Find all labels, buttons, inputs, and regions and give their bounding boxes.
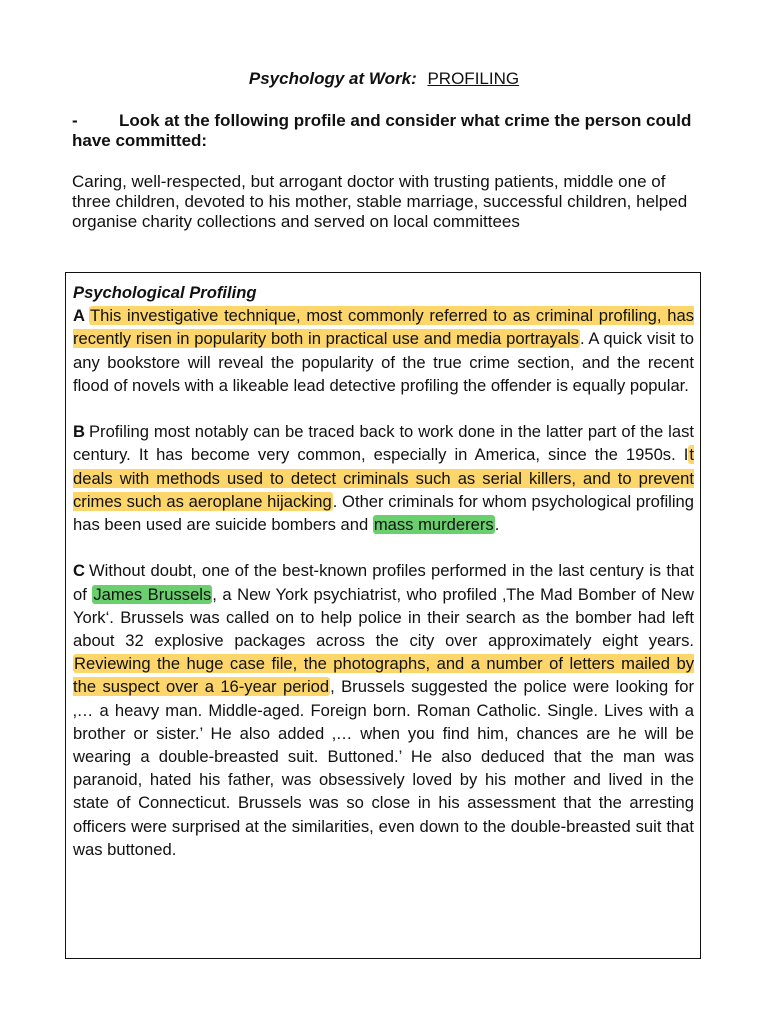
highlight-green: mass murderers xyxy=(373,515,494,535)
highlight-yellow: This investigative technique, most commonly referred to as criminal profiling, has recently risen in popularity both in practical use and media portrayals xyxy=(73,306,694,349)
paragraph-c-letter: C xyxy=(73,561,85,581)
paragraph-b-mid: . Other criminals for whom psychological profiling has been used are suicide bombers and xyxy=(73,491,694,535)
paragraph-c-end: , Brussels suggested the police were looking for ‚… a heavy man. Middle-aged. Foreign born. Roman Catholic. Single. Lives with a brother or sister.’ He also added ‚… when you find him, chances are he will be wearing a double-breasted suit. Buttoned.’ He also deduced that the man was paranoid, hated his father, was obsessively loved by his mother and lived in the state of Connecticut. Brussels was so close in his assessment that the arresting officers were surprised at the similarities, even down to the double-breasted suit that was buttoned. xyxy=(73,677,694,859)
paragraph-a-rest: . A quick visit to any bookstore will reveal the popularity of the true crime section, and the recent flood of novels with a likeable lead detective profiling the offender is equally popular. xyxy=(73,329,695,395)
paragraph-b xyxy=(73,420,694,536)
instruction-dash: - xyxy=(72,111,78,130)
instruction xyxy=(72,111,692,151)
highlight-green: James Brussels xyxy=(93,584,212,604)
paragraph-b-pre: Profiling most notably can be traced back to work done in the latter part of the last century. It has become very common, especially in America, since the 1950s. I xyxy=(73,422,694,465)
page-title xyxy=(0,68,768,90)
highlight-yellow: t deals with methods used to detect criminals such as serial killers, and to prevent crimes such as aeroplane hijacking xyxy=(73,445,694,511)
box-content xyxy=(73,281,694,884)
box-title: Psychological Profiling xyxy=(73,283,257,302)
highlight-yellow: Reviewing the huge case file, the photographs, and a number of letters mailed by the suspect over a 16-year period xyxy=(73,654,694,697)
title-lead: Psychology at Work: xyxy=(248,69,417,88)
paragraph-c-mid: , a New York psychiatrist, who profiled ‚The Mad Bomber of New York‘. Brussels was called on to help police in their search as the bomber had left about 32 explosive packages across the city over approximately eight years. xyxy=(73,584,694,651)
paragraph-c xyxy=(73,559,694,861)
profile-description: Caring, well-respected, but arrogant doctor with trusting patients, middle one of three children, devoted to his mother, stable marriage, successful children, helped organise charity collections and served on local committees xyxy=(72,172,688,231)
title-main: PROFILING xyxy=(427,69,520,88)
psychological-profiling-box xyxy=(65,272,701,959)
paragraph-a xyxy=(73,304,694,397)
paragraph-b-letter: B xyxy=(73,422,85,442)
paragraph-c-pre: Without doubt, one of the best-known profiles performed in the last century is that of xyxy=(73,561,694,604)
paragraph-b-end: . xyxy=(494,515,500,535)
paragraph-a-letter: A xyxy=(73,306,85,326)
instruction-text: Look at the following profile and consider what crime the person could have committed: xyxy=(72,111,692,150)
